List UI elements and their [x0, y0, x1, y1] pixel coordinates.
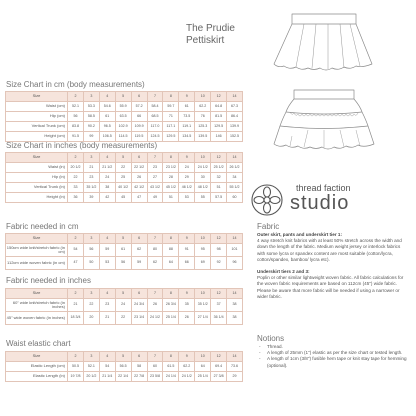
table-cell: 58 [131, 362, 147, 372]
table-cell: 62.2 [179, 362, 195, 372]
table-cell: 24 1/2 [179, 372, 195, 382]
row-label-cell: Height (in) [6, 193, 68, 203]
row-label-cell: 112cm wide woven fabric (in cm) [6, 257, 68, 270]
table-cell: 109.9 [131, 122, 147, 132]
brand-logo [250, 183, 400, 215]
table-cell: 14 [227, 289, 243, 299]
table-cell: 54.6 [99, 102, 115, 112]
title-line-2: Pettiskirt [186, 34, 225, 46]
table-cell: 59 [131, 257, 147, 270]
table-cell: 34 [227, 173, 243, 183]
table-cell: 7 [147, 352, 163, 362]
table-cell: 69 [195, 257, 211, 270]
table-cell: 5 [115, 289, 131, 299]
table-cell: 51 [163, 193, 179, 203]
table-cell: 6 [131, 153, 147, 163]
table-cell: 24 1/2 [147, 312, 163, 325]
table-cell: 5 [115, 352, 131, 362]
table-cell: 117.0 [147, 122, 163, 132]
notion-item: - A length of 1cm (3/8") fusible hem tape or knit stay tape for hemming (optional). [257, 356, 409, 368]
table-cell: 50.5 [68, 362, 84, 372]
title-line-1: The Prudie [186, 23, 235, 34]
table-cell: 63.5 [115, 112, 131, 122]
table-cell: 6 [131, 352, 147, 362]
row-label-cell: Height (cm) [6, 132, 68, 142]
notion-item: - A length of 25mm (1") elastic as per the size chart or tested length. [257, 350, 409, 356]
table-cell: 7 [147, 153, 163, 163]
size-header-cell: Size [6, 289, 68, 299]
table-cell: 52.1 [68, 102, 84, 112]
table-cell: 23 5/8 [147, 372, 163, 382]
table-cell: 6 [131, 289, 147, 299]
table-cell: 7 [147, 92, 163, 102]
table-cell: 28 [163, 173, 179, 183]
table-cell: 69.4 [211, 362, 227, 372]
table-cell: 83.8 [68, 122, 84, 132]
table-cell: 9 [179, 234, 195, 244]
table-cell: 9 [179, 153, 195, 163]
table-cell: 106.5 [99, 132, 115, 142]
brand-top-text: thread faction [296, 183, 351, 193]
table-cell: 96 [227, 257, 243, 270]
table-cell: 10 [195, 153, 211, 163]
table-cell: 139.9 [227, 122, 243, 132]
table-cell: 42 [99, 193, 115, 203]
table-cell: 9 [179, 289, 195, 299]
table-cell: 119.5 [131, 132, 147, 142]
table-row [6, 372, 243, 382]
row-label-cell: Vertical Trunk (in) [6, 183, 68, 193]
table-cell: 96.5 [99, 122, 115, 132]
table-cell: 139.5 [195, 132, 211, 142]
table-cell: 91.5 [68, 132, 84, 142]
tier1-body: 4 way stretch knit fabrics with at least 50% stretch across the width and down the length of the fabric. Medium weight jersey or interlock fabrics with some lycra or spandex content are most suitable (cotton/lycra, cotton/spandex, bamboo/ lycra etc). [257, 238, 402, 262]
table-cell: 26 [147, 299, 163, 312]
table-cell: 3 [83, 92, 99, 102]
table-cell: 81.5 [211, 112, 227, 122]
table-row [6, 362, 243, 372]
fabric-cm-heading: Fabric needed in cm [6, 222, 79, 231]
table-cell: 20 1/2 [68, 163, 84, 173]
table-cell: 59.7 [163, 102, 179, 112]
skirt-front-illustration [274, 14, 372, 70]
fabric-section [257, 222, 409, 300]
table-cell: 29 [227, 372, 243, 382]
table-cell: 129.5 [163, 132, 179, 142]
row-label-cell: Vertical Trunk (cm) [6, 122, 68, 132]
table-cell: 124.5 [147, 132, 163, 142]
table-cell: 61 [99, 112, 115, 122]
table-cell: 18 3/4 [68, 312, 84, 325]
elastic-chart-heading: Waist elastic chart [6, 339, 71, 348]
table-cell: 60 [227, 193, 243, 203]
table-cell: 21 1/4 [99, 372, 115, 382]
table-cell: 73.5 [179, 112, 195, 122]
table-cell: 57.5 [211, 193, 227, 203]
row-label-cell: Hip (cm) [6, 112, 68, 122]
table-cell: 6 [131, 234, 147, 244]
table-cell: 2 [68, 289, 84, 299]
table-cell: 23 1/2 [163, 163, 179, 173]
table-cell: 30 [195, 173, 211, 183]
table-cell: 24 3/4 [131, 299, 147, 312]
inch-size-chart [5, 152, 243, 203]
table-cell: 39 [83, 193, 99, 203]
table-cell: 91 [179, 244, 195, 257]
fabric-heading: Fabric [257, 222, 280, 231]
table-cell: 7 [147, 234, 163, 244]
table-cell: 27 [147, 173, 163, 183]
table-cell: 45 1/2 [163, 183, 179, 193]
table-cell: 58.5 [83, 112, 99, 122]
table-cell: 80 [147, 244, 163, 257]
table-cell: 36 1/4 [211, 312, 227, 325]
table-cell: 62 [131, 244, 147, 257]
table-cell: 42 1/2 [131, 183, 147, 193]
table-cell: 10 [195, 234, 211, 244]
table-cell: 8 [163, 153, 179, 163]
table-cell: 36 [68, 193, 84, 203]
row-label-cell: 45" wide woven fabric (in inches) [6, 312, 68, 325]
table-cell: 23 [99, 299, 115, 312]
table-header-row [6, 352, 243, 362]
table-cell: 26 3/4 [163, 299, 179, 312]
table-cell: 125.3 [195, 122, 211, 132]
table-cell: 26 [179, 312, 195, 325]
table-cell: 25 1/4 [163, 312, 179, 325]
table-cell: 71 [163, 112, 179, 122]
table-cell: 23 1/4 [131, 312, 147, 325]
table-cell: 4 [99, 234, 115, 244]
size-header-cell: Size [6, 352, 68, 362]
table-row [6, 132, 243, 142]
table-cell: 24 1/2 [195, 163, 211, 173]
table-cell: 35 1/2 [83, 183, 99, 193]
table-cell: 47 [131, 193, 147, 203]
table-cell: 152.5 [227, 132, 243, 142]
table-cell: 21 1/2 [99, 163, 115, 173]
table-cell: 64.8 [211, 102, 227, 112]
table-row [6, 193, 243, 203]
row-label-cell: Elastic Length (cm) [6, 362, 68, 372]
table-cell: 21 [83, 163, 99, 173]
table-cell: 14 [227, 352, 243, 362]
elastic-chart [5, 351, 243, 382]
table-cell: 24 [99, 173, 115, 183]
table-cell: 4 [99, 289, 115, 299]
table-cell: 98 [211, 244, 227, 257]
table-cell: 146 [211, 132, 227, 142]
table-cell: 55 1/2 [227, 183, 243, 193]
table-cell: 3 [83, 153, 99, 163]
table-cell: 9 [179, 92, 195, 102]
table-cell: 54 [99, 362, 115, 372]
table-cell: 2 [68, 153, 84, 163]
table-cell: 76 [195, 112, 211, 122]
table-cell: 67.3 [227, 102, 243, 112]
fabric-in-heading: Fabric needed in inches [6, 276, 91, 285]
table-cell: 2 [68, 92, 84, 102]
table-header-row [6, 234, 243, 244]
row-label-cell: 150cm wide knit/stretch fabric (in cm) [6, 244, 68, 257]
cm-size-chart [5, 91, 243, 142]
table-cell: 5 [115, 92, 131, 102]
table-cell: 40 1/2 [115, 183, 131, 193]
table-cell: 24 [115, 299, 131, 312]
table-cell: 60 [147, 362, 163, 372]
table-cell: 66 [131, 112, 147, 122]
table-cell: 2 [68, 352, 84, 362]
notion-item: - Thread. [257, 344, 409, 350]
table-cell: 32 [211, 173, 227, 183]
table-cell: 27 3/8 [211, 372, 227, 382]
table-cell: 24 1/4 [163, 372, 179, 382]
notions-heading: Notions [257, 334, 285, 343]
table-cell: 68.5 [147, 112, 163, 122]
table-cell: 3 [83, 352, 99, 362]
table-cell: 54 [68, 244, 84, 257]
notions-section [257, 334, 409, 369]
table-cell: 119.1 [179, 122, 195, 132]
table-cell: 52.1 [83, 362, 99, 372]
table-cell: 35 [179, 299, 195, 312]
table-cell: 47 [68, 257, 84, 270]
table-cell: 4 [99, 92, 115, 102]
table-row [6, 122, 243, 132]
skirt-illustrations [268, 6, 380, 156]
notions-list [257, 344, 409, 369]
table-cell: 12 [211, 92, 227, 102]
table-cell: 14 [227, 92, 243, 102]
tier23-title: Underskirt tiers 2 and 3: [257, 269, 310, 275]
table-row [6, 173, 243, 183]
table-cell: 29 [179, 173, 195, 183]
table-cell: 53 [99, 257, 115, 270]
table-cell: 61 [115, 244, 131, 257]
table-cell: 66 [179, 257, 195, 270]
table-cell: 8 [163, 92, 179, 102]
table-cell: 21 [68, 299, 84, 312]
table-cell: 3 [83, 289, 99, 299]
table-cell: 114.5 [115, 132, 131, 142]
table-cell: 129.5 [211, 122, 227, 132]
table-row [6, 299, 243, 312]
table-cell: 33 [68, 183, 84, 193]
table-header-row [6, 92, 243, 102]
table-cell: 38 [99, 183, 115, 193]
table-cell: 8 [163, 234, 179, 244]
table-cell: 5 [115, 234, 131, 244]
table-cell: 101 [227, 244, 243, 257]
table-cell: 4 [99, 352, 115, 362]
table-cell: 46 1/2 [179, 183, 195, 193]
table-row [6, 112, 243, 122]
table-cell: 86.4 [227, 112, 243, 122]
table-cell: 25 [115, 173, 131, 183]
row-label-cell: Waist (in) [6, 163, 68, 173]
table-cell: 56 [115, 257, 131, 270]
table-cell: 19 7/8 [68, 372, 84, 382]
table-cell: 21 [99, 312, 115, 325]
table-cell: 22 [115, 163, 131, 173]
table-cell: 22 [115, 312, 131, 325]
table-header-row [6, 153, 243, 163]
cm-chart-heading: Size Chart in cm (body measurements) [6, 80, 145, 89]
table-cell: 56 [68, 112, 84, 122]
table-cell: 51 [211, 183, 227, 193]
size-header-cell: Size [6, 153, 68, 163]
table-cell: 24 [179, 163, 195, 173]
skirt-back-illustration [274, 90, 374, 149]
size-header-cell: Size [6, 92, 68, 102]
table-cell: 7 [147, 289, 163, 299]
table-cell: 90.2 [83, 122, 99, 132]
table-cell: 64 [195, 362, 211, 372]
tier23-body: Poplin or other similar lightweight woven fabric. All fabric calculations for the woven fabric requirements are based on 112cm (45") wide fabric. Please be aware that more fabric will be needed if using a narrower or wider fabric. [257, 275, 404, 299]
table-cell: 25 1/4 [195, 372, 211, 382]
table-cell: 56 [83, 244, 99, 257]
tier1-title: Outer skirt, pants and underskirt tier 1: [257, 232, 343, 237]
table-cell: 56.5 [115, 362, 131, 372]
table-cell: 8 [163, 352, 179, 362]
table-cell: 45 [115, 193, 131, 203]
table-cell: 27 1/4 [195, 312, 211, 325]
table-cell: 8 [163, 289, 179, 299]
table-cell: 38 [227, 299, 243, 312]
table-cell: 55 [195, 193, 211, 203]
table-cell: 95 [195, 244, 211, 257]
table-cell: 12 [211, 234, 227, 244]
flower-logo-icon [250, 183, 284, 217]
table-cell: 92 [211, 257, 227, 270]
table-cell: 4 [99, 153, 115, 163]
pattern-title [186, 23, 235, 46]
table-cell: 43 1/2 [147, 183, 163, 193]
table-cell: 64 [163, 257, 179, 270]
table-cell: 117.1 [163, 122, 179, 132]
table-cell: 61.5 [163, 362, 179, 372]
table-cell: 20 [83, 312, 99, 325]
table-cell: 53.3 [83, 102, 99, 112]
table-row [6, 312, 243, 325]
table-cell: 134.5 [179, 132, 195, 142]
table-cell: 73.6 [227, 362, 243, 372]
table-cell: 10 [195, 352, 211, 362]
table-row [6, 244, 243, 257]
table-cell: 38 [227, 312, 243, 325]
table-cell: 102.9 [115, 122, 131, 132]
table-cell: 50 [83, 257, 99, 270]
table-cell: 22 [83, 299, 99, 312]
table-cell: 9 [179, 352, 195, 362]
table-cell: 23 [147, 163, 163, 173]
inch-chart-heading: Size Chart in inches (body measurements) [6, 141, 158, 150]
table-row [6, 102, 243, 112]
table-cell: 61 [179, 102, 195, 112]
table-cell: 12 [211, 153, 227, 163]
table-cell: 3 [83, 234, 99, 244]
fabric-in-chart [5, 288, 243, 325]
table-cell: 88 [163, 244, 179, 257]
table-cell: 62.2 [195, 102, 211, 112]
table-cell: 23 [83, 173, 99, 183]
table-cell: 20 1/2 [83, 372, 99, 382]
table-cell: 10 [195, 289, 211, 299]
table-cell: 99 [83, 132, 99, 142]
fabric-cm-chart [5, 233, 243, 270]
table-cell: 57.2 [131, 102, 147, 112]
table-cell: 35 1/2 [195, 299, 211, 312]
table-cell: 10 [195, 92, 211, 102]
table-cell: 37 [211, 299, 227, 312]
table-cell: 5 [115, 153, 131, 163]
table-cell: 58.4 [147, 102, 163, 112]
size-header-cell: Size [6, 234, 68, 244]
table-row [6, 163, 243, 173]
table-cell: 26 [131, 173, 147, 183]
table-row [6, 183, 243, 193]
table-cell: 22 [68, 173, 84, 183]
table-cell: 22 1/2 [131, 163, 147, 173]
table-cell: 53 [179, 193, 195, 203]
table-cell: 12 [211, 289, 227, 299]
table-cell: 22 7/8 [131, 372, 147, 382]
table-cell: 59 [99, 244, 115, 257]
table-cell: 55.9 [115, 102, 131, 112]
table-row [6, 257, 243, 270]
row-label-cell: Elastic Length (in) [6, 372, 68, 382]
table-cell: 22 1/4 [115, 372, 131, 382]
table-cell: 48 1/2 [195, 183, 211, 193]
row-label-cell: 60" wide knit/stretch fabric (in inches) [6, 299, 68, 312]
table-cell: 2 [68, 234, 84, 244]
table-cell: 62 [147, 257, 163, 270]
table-cell: 14 [227, 153, 243, 163]
table-cell: 6 [131, 92, 147, 102]
row-label-cell: Waist (cm) [6, 102, 68, 112]
table-cell: 49 [147, 193, 163, 203]
table-cell: 26 1/2 [227, 163, 243, 173]
table-header-row [6, 289, 243, 299]
table-cell: 12 [211, 352, 227, 362]
row-label-cell: Hip (in) [6, 173, 68, 183]
brand-main-text: studio [290, 192, 350, 214]
table-cell: 14 [227, 234, 243, 244]
table-cell: 25 1/2 [211, 163, 227, 173]
